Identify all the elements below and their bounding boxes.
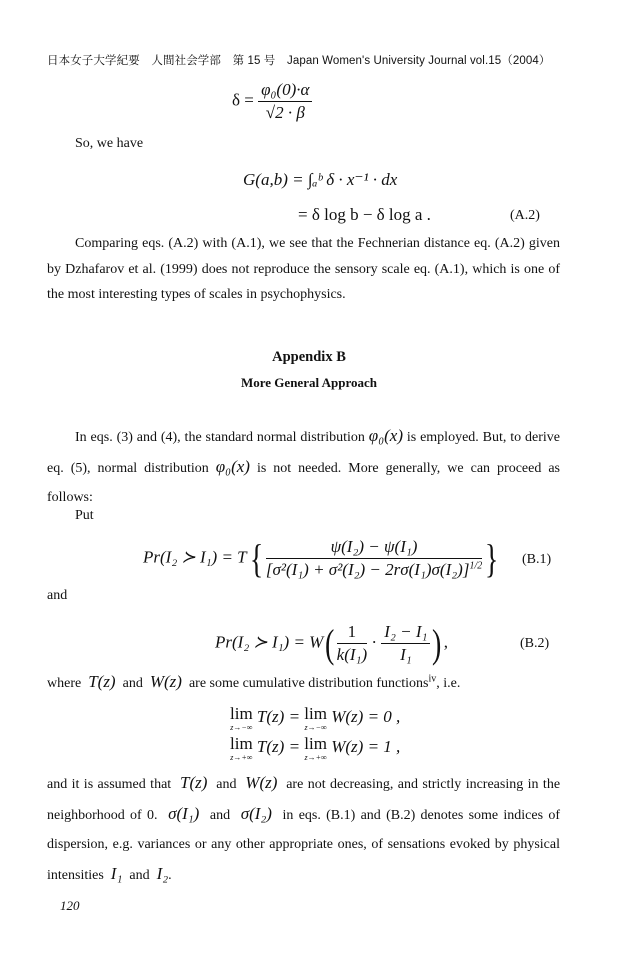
text-where xyxy=(47,672,460,692)
text-fragment: W(z) = 1 , xyxy=(331,737,401,756)
equation-lim-plus xyxy=(230,734,401,765)
eq-lhs: δ = xyxy=(232,90,254,110)
equation-label: (B.1) xyxy=(522,552,552,567)
text-fragment: is employed. But, to derive eq. (5), normal distribution xyxy=(47,430,560,476)
text-fragment: I₁ xyxy=(110,864,123,883)
text-fragment: . xyxy=(168,868,172,883)
text-fragment: k(I₁) xyxy=(336,645,368,664)
eq-lhs: G(a,b) = xyxy=(243,170,304,189)
equation-lim-minus xyxy=(230,704,401,735)
text-fragment: z→−∞ xyxy=(230,723,253,732)
text-fragment: σ(I₂) xyxy=(240,804,272,823)
text-fragment: where xyxy=(47,676,82,691)
text-fragment: T(z) = xyxy=(256,707,301,726)
eq-denominator: √2 · β xyxy=(265,103,305,122)
eq-numerator: φ₀(0)·α xyxy=(258,80,312,102)
text-fragment: I₁ xyxy=(400,645,412,664)
text-fragment: T(z) xyxy=(88,672,116,691)
equation-g-line2: = δ log b − δ log a . xyxy=(298,205,431,224)
running-header: 日本女子大学紀要 人間社会学部 第 15 号 Japan Women's University Journal vol.15（2004） xyxy=(47,55,551,67)
text-fragment: , i.e. xyxy=(436,676,461,691)
text-fragment: iv xyxy=(428,673,437,685)
text-fragment: lim xyxy=(304,734,327,753)
text-fragment: Comparing eqs. (A.2) with (A.1), we see that the Fechnerian distance eq. (A.2) given by Dzhafarov et al. (1999) does not reproduce the sensory scale eq. (A.1), which is one of the most interesting types of scales in psychophysics. xyxy=(47,236,560,302)
text-fragment: z→+∞ xyxy=(230,753,253,762)
text-fragment: lim xyxy=(304,704,327,723)
text-fragment: and xyxy=(216,777,237,792)
eq-rhs: ∫ₐᵇ δ · x⁻¹ · dx xyxy=(307,170,398,189)
text-and: and xyxy=(47,588,68,603)
text-fragment: W(z) xyxy=(245,773,278,792)
text-fragment: and xyxy=(209,808,231,823)
text-fragment: T(z) xyxy=(180,773,208,792)
text-fragment: and xyxy=(129,868,150,883)
eq-numerator: ψ(I₂) − ψ(I₁) xyxy=(266,537,482,559)
text-put: Put xyxy=(75,508,94,523)
equation-b1: Pr(I₂ ≻ I₁) = T{ $\frac{\text{ψ(I₂) − ψ(I₁)}}{[\sigma^2(I_1) + \sigma^2(I_2) - 2r\sigma(I_1)\sigma(I_2)]^{1/2}}$ } xyxy=(143,536,499,581)
text-fragment: lim xyxy=(230,704,253,723)
appendix-subtitle: More General Approach xyxy=(240,375,377,390)
text-fragment: z→+∞ xyxy=(304,753,327,762)
text-fragment: and it is assumed that xyxy=(47,777,172,792)
equation-delta xyxy=(232,80,312,123)
text-fragment: is not needed. More generally, we can proceed as follows: xyxy=(47,461,560,505)
text-fragment: z→−∞ xyxy=(304,723,327,732)
math-phi: φ₀(x) xyxy=(368,426,403,445)
text-fragment: σ(I₁) xyxy=(168,804,200,823)
eq-denominator: [σ²(I₁) + σ²(I₂) − 2rσ(I₁)σ(I₂)] xyxy=(265,560,470,579)
text-fragment: W(z) = 0 , xyxy=(331,707,401,726)
text-fragment: lim xyxy=(230,734,253,753)
eq-lhs: Pr(I₂ ≻ I₁) = T xyxy=(143,547,247,567)
equation-label: (A.2) xyxy=(510,208,540,223)
text-fragment: I₂ xyxy=(156,864,169,883)
text-fragment: , xyxy=(443,632,448,652)
text-fragment: are some cumulative distribution functions xyxy=(188,676,429,691)
text-fragment: T(z) = xyxy=(256,737,301,756)
math-phi: φ₀(x) xyxy=(215,457,250,476)
text-fragment: 1 xyxy=(337,622,367,644)
appendix-title: Appendix B xyxy=(272,349,346,365)
paragraph-general xyxy=(47,421,560,512)
equation-b2: Pr(I₂ ≻ I₁) = W( $\frac{1}{\text{k(I₁)}}$ · $\frac{\text{I₂ − I₁}}{\text{I₁}}$ ) , xyxy=(215,621,448,666)
text-fragment: in eqs. (B.1) and (B.2) denotes some indices of dispersion, e.g. variances or any other appropriate ones, of sensations evoked by physical intensities xyxy=(47,808,560,883)
text-fragment: W(z) xyxy=(149,672,182,691)
text-fragment: and xyxy=(122,676,143,691)
text-fragment: 1/2 xyxy=(469,560,483,572)
text-fragment: I₂ − I₁ xyxy=(381,622,430,644)
text-so-we-have: So, we have xyxy=(75,136,144,151)
paragraph-assumption xyxy=(47,768,560,890)
equation-label: (B.2) xyxy=(520,636,550,651)
equation-g-line1 xyxy=(243,170,397,190)
page-number: 120 xyxy=(60,898,80,913)
eq-lhs: Pr(I₂ ≻ I₁) = W xyxy=(215,632,324,652)
text-fragment: are not decreasing, and strictly increasing in the neighborhood of 0. xyxy=(47,777,561,823)
text-fragment: In eqs. (3) and (4), the standard normal distribution xyxy=(75,430,365,445)
paragraph-comparison xyxy=(47,231,560,308)
